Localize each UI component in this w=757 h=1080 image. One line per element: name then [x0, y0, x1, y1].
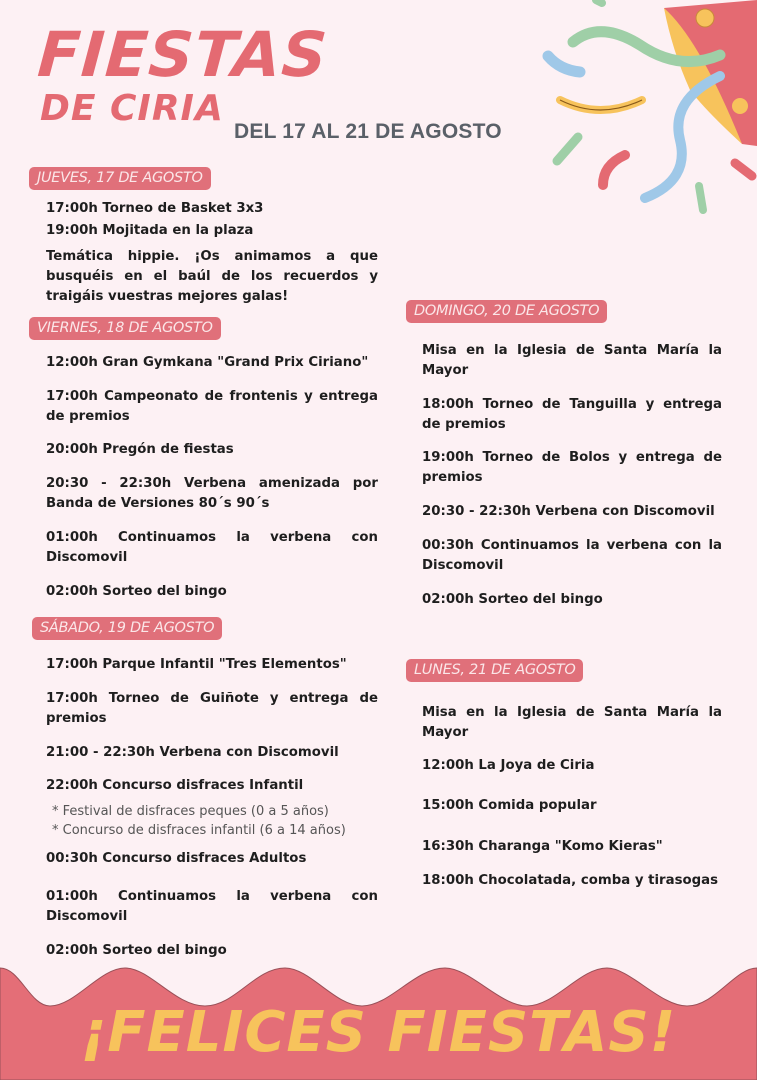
green-streamer [573, 32, 720, 62]
event-item: Misa en la Iglesia de Santa María la Mayor [422, 705, 722, 740]
date-range: DEL 17 AL 21 DE AGOSTO [234, 120, 502, 143]
event-item: 17:00h Parque Infantil "Tres Elementos" [46, 657, 347, 672]
red-confetti-2 [735, 163, 752, 176]
poster-title: FIESTAS [35, 18, 331, 91]
event-item: 19:00h Mojitada en la plaza [46, 223, 254, 238]
green-confetti [557, 137, 578, 161]
yellow-confetti [560, 100, 642, 110]
event-item: 16:30h Charanga "Komo Kieras" [422, 839, 663, 854]
footer-greeting: ¡FELICES FIESTAS! [80, 1000, 677, 1065]
event-item: 17:00h Torneo de Basket 3x3 [46, 201, 264, 216]
event-item: Temática hippie. ¡Os animamos a que busquéis en el baúl de los recuerdos y traigáis vuestras mejores galas! [46, 249, 378, 304]
event-item: 22:00h Concurso disfraces Infantil [46, 778, 304, 793]
event-item: 17:00h Campeonato de frontenis y entrega de premios [46, 389, 378, 424]
sub-item: * Concurso de disfraces infantil (6 a 14 años) [52, 823, 346, 838]
event-item: 00:30h Concurso disfraces Adultos [46, 851, 307, 866]
event-item: 17:00h Torneo de Guiñote y entrega de premios [46, 691, 378, 726]
sub-item: * Festival de disfraces peques (0 a 5 años) [52, 804, 329, 819]
day-header-saturday: SÁBADO, 19 DE AGOSTO [32, 617, 222, 640]
event-item: 12:00h Gran Gymkana "Grand Prix Ciriano" [46, 355, 369, 370]
day-header-friday: VIERNES, 18 DE AGOSTO [29, 317, 221, 340]
green-confetti-2 [699, 186, 703, 210]
day-header-sunday: DOMINGO, 20 DE AGOSTO [406, 300, 607, 323]
event-item: 19:00h Torneo de Bolos y entrega de premios [422, 450, 722, 485]
event-item: Misa en la Iglesia de Santa María la Mayor [422, 343, 722, 378]
blue-streamer [645, 76, 720, 198]
event-item: 20:00h Pregón de fiestas [46, 442, 234, 457]
event-item: 20:30 - 22:30h Verbena con Discomovil [422, 504, 715, 519]
day-header-monday: LUNES, 21 DE AGOSTO [406, 659, 583, 682]
event-item: 02:00h Sorteo del bingo [46, 584, 227, 599]
event-item: 00:30h Continuamos la verbena con la Discomovil [422, 538, 722, 573]
poster-subtitle: DE CIRIA [40, 88, 224, 129]
red-confetti [603, 155, 625, 185]
event-item: 20:30 - 22:30h Verbena amenizada por Banda de Versiones 80´s 90´s [46, 476, 378, 511]
event-item: 01:00h Continuamos la verbena con Discomovil [46, 530, 378, 565]
event-item: 21:00 - 22:30h Verbena con Discomovil [46, 745, 339, 760]
blue-confetti [548, 56, 580, 72]
day-header-thursday: JUEVES, 17 DE AGOSTO [29, 167, 211, 190]
event-item: 01:00h Continuamos la verbena con Discomovil [46, 889, 378, 924]
event-item: 12:00h La Joya de Ciria [422, 758, 595, 773]
event-item: 02:00h Sorteo del bingo [46, 943, 227, 958]
event-item: 15:00h Comida popular [422, 798, 597, 813]
party-popper-icon [664, 0, 757, 146]
event-item: 18:00h Torneo de Tanguilla y entrega de premios [422, 397, 722, 432]
green-confetti-3 [596, 0, 602, 3]
event-item: 18:00h Chocolatada, comba y tirasogas [422, 873, 719, 888]
event-item: 02:00h Sorteo del bingo [422, 592, 603, 607]
